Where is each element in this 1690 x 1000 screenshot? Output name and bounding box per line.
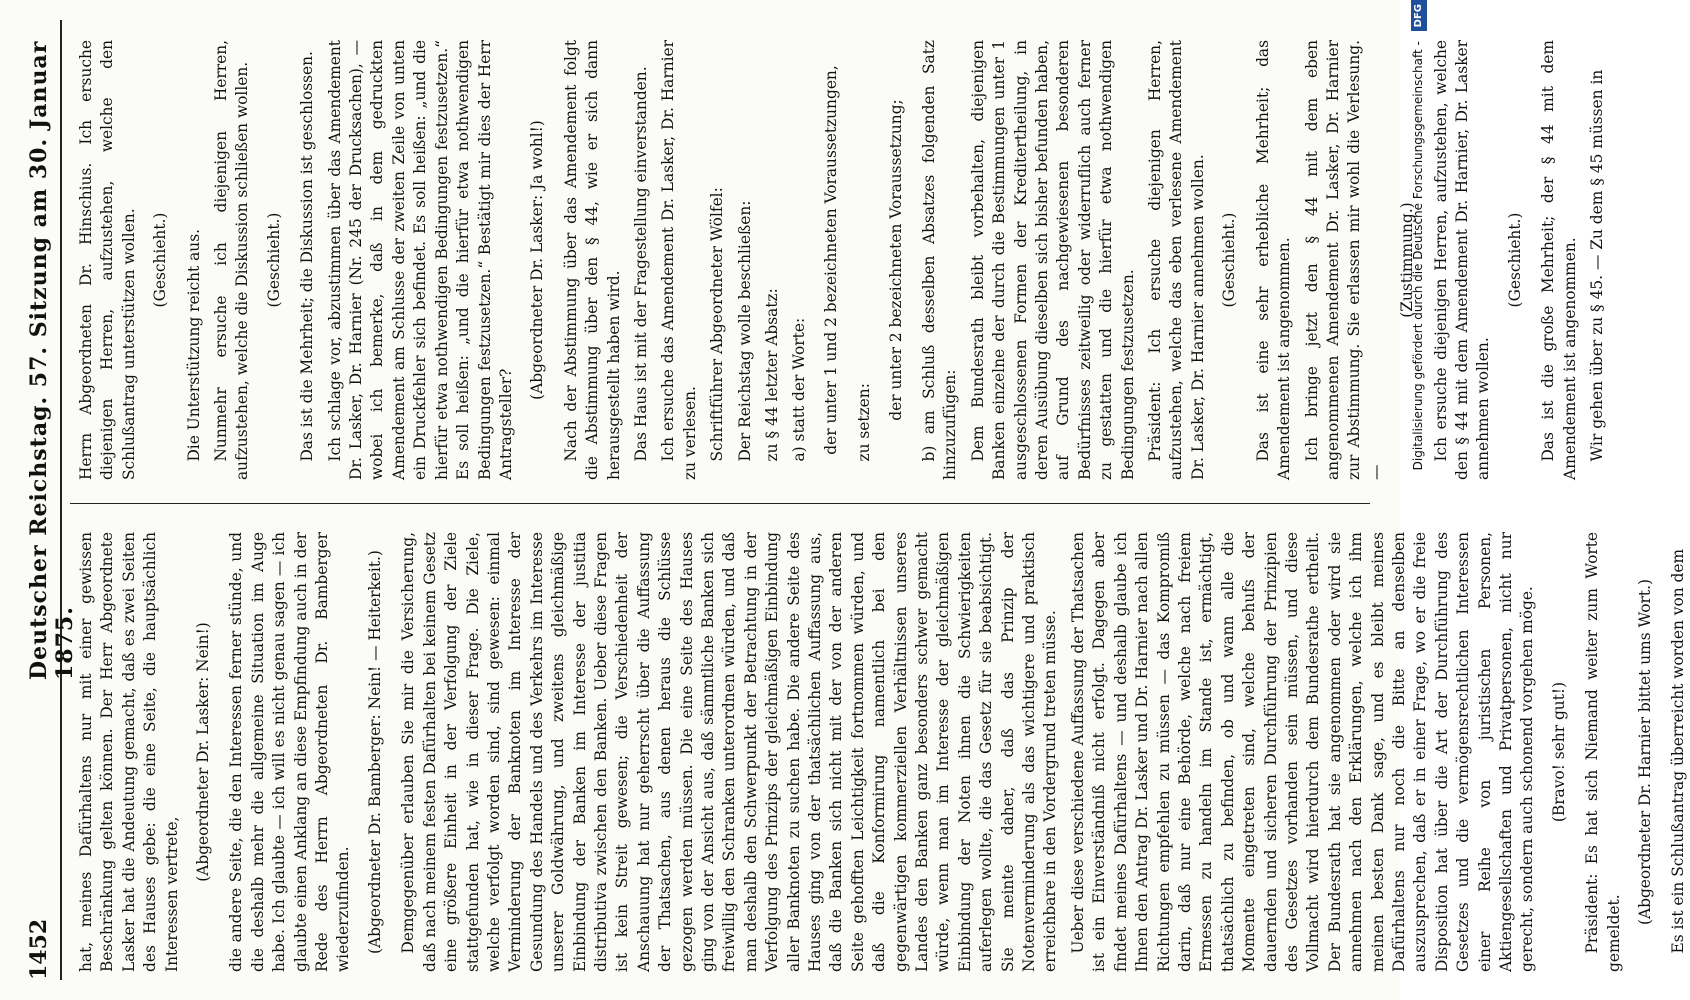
paragraph: Das ist eine sehr erhebliche Mehrheit; das Amendement ist angenommen. <box>1253 40 1294 480</box>
interjection: (Geschieht.) <box>1505 212 1524 308</box>
paragraph: Das ist die Mehrheit; die Diskussion ist geschlossen. <box>298 51 317 462</box>
speaker-paragraph: Präsident: Es hat sich Niemand weiter zum Worte gemeldet. <box>1583 532 1623 972</box>
paragraph: Herrn Abgeordneten Dr. Hinschius. Ich ersuche diejenigen Herren, aufzustehen, welche den Schlußantrag unterstützen wollen. <box>77 40 138 480</box>
motion-item: b) am Schluß desselben Absatzes folgenden Satz hinzuzufügen: <box>920 40 960 480</box>
paragraph: Ueber diese verschiedene Auffassung der Thatsachen ist ein Einverständniß nicht erfolgt. Dagegen aber findet meines Dafürhaltens — und deshalb glaube ich Ihnen den Antrag Dr. Lasker und Dr. Harnier nach allen Richtungen empfehlen zu müssen — das Kompromiß darin, daß nur eine Behörde, welche nach freiem Ermessen zu handeln im Stande ist, ermächtigt, thatsächlich zu befinden, ob und wann alle die Momente eingetreten sind, welche behufs der dauernden und sicheren Durchführung der Prinzipien des Gesetzes vorhanden sein müssen, und diese Vollmacht wird hierdurch dem Bundesrathe ertheilt. Der Bundesrath hat sie angenommen oder wird sie annehmen nach den Erklärungen, welche ich ihm meinen besten Dank sage, und es bleibt meines Dafürhaltens nur noch die Bitte an denselben auszusprechen, daß er in einer Frage, wo er die freie Disposition hat über die Art der Durchführung des Gesetzes und die vermögensrechtlichen Interessen einer Reihe von juristischen Personen, Aktiengesellschaften und Privatpersonen, nicht nur gerecht, sondern auch schonend vorgehen möge. <box>1068 532 1537 972</box>
motion-line: Der Reichstag wolle beschließen: <box>735 200 754 462</box>
paragraph: Die Unterstützung reicht aus. <box>184 229 203 462</box>
speaker-paragraph: Präsident: Ich ersuche diejenigen Herren, aufzustehen, welche das eben verlesene Amendement Dr. Lasker, Dr. Harnier annehmen wollen. <box>1146 40 1207 480</box>
page-header <box>20 20 78 980</box>
motion-line: zu setzen: <box>855 383 874 462</box>
motion-quote: der unter 1 und 2 bezeichneten Voraussetzungen, <box>821 65 840 455</box>
interjection: (Geschieht.) <box>151 212 170 308</box>
digitization-stamp <box>1403 0 1432 1000</box>
motion-quote: Dem Bundesrath bleibt vorbehalten, diejenigen Banken einzelne der durch die Bestimmungen unter 1 ausgeschlossenen Formen der Kreditertheilung, in deren Ausübung dieselben sich bisher befunden haben, auf Grund des nachgewiesenen besonderen Bedürfnisses zeitweilig oder widerruflich auch ferner zu gestatten und die hierfür etwa nothwendigen Bedingungen festzusetzen. <box>968 40 1137 480</box>
interjection: (Bravo! sehr gut!) <box>1549 681 1568 823</box>
interjection: (Abgeordneter Dr. Lasker: Nein!) <box>194 622 213 882</box>
motion-item: a) statt der Worte: <box>790 317 809 462</box>
paragraph: Nunmehr ersuche ich diejenigen Herren, aufzustehen, welche die Diskussion schließen wollen. <box>212 40 252 480</box>
interjection: (Abgeordneter Dr. Bamberger: Nein! — Heiterkeit.) <box>365 550 384 954</box>
paragraph: Ich ersuche das Amendement Dr. Lasker, Dr. Harnier zu verlesen. <box>659 40 699 480</box>
paragraph: Demgegenüber erlauben Sie mir die Versicherung, daß nach meinem festen Dafürhalten bei keinem Gesetz eine größere Einheit in der Verfolgung der Ziele stattgefunden hat, wie in dieser Frage. Die Ziele, welche verfolgt worden sind, sind gewesen: einmal Verminderung der Banknoten im Interesse der Gesundung des Handels und des Verkehrs im Interesse unserer Goldwährung, und zweitens gleichmäßige Einbindung der Banken im Interesse der justitia distributiva zwischen den Banken. Ueber diese Fragen ist kein Streit gewesen; die Verschiedenheit der Anschauung hat nur geherrscht über die Auffassung der Thatsachen, aus denen heraus die Schlüsse gezogen werden müssen. Die eine Seite des Hauses ging von der Ansicht aus, daß sämmtliche Banken sich freiwillig den Schranken unterordnen würden, und daß man deshalb den Schwerpunkt der Betrachtung in der Verfolgung des Prinzips der gleichmäßigen Einbindung aller Banknoten zu suchen habe. Die andere Seite des Hauses ging von der thatsächlichen Auffassung aus, daß die Banken sich nicht mit der von der anderen Seite gehofften Leichtigkeit fortnommen würden, und daß die Konformirung namentlich bei den gegenwärtigen kommerziellen Verhältnissen unseres Landes den Banken ganz besonders schwer gemacht würde, wenn man im Interesse der gleichmäßigen Einbindung der Noten ihnen die Schwierigkeiten auferlegen wollte, die das Gesetz für sie beabsichtigt. Sie meinte daher, daß das Prinzip der Notenverminderung als das wichtigere und praktisch erreichbare in den Vordergrund treten müsse. <box>399 532 1060 972</box>
paragraph: Es ist ein Schlußantrag überreicht worden von dem <box>1669 548 1688 954</box>
paragraph: Ich ersuche diejenigen Herren, aufzustehen, welche den § 44 mit dem Amendement Dr. Harnier, Dr. Lasker annehmen wollen. <box>1431 40 1493 480</box>
paragraph: Nach der Abstimmung über das Amendement folgt die Abstimmung über den § 44, wie er sich dann herausgestellt haben wird. <box>561 40 623 480</box>
interjection: (Zustimmung.) <box>1398 202 1417 318</box>
paragraph: Wir gehen über zu § 45. — Zu dem § 45 müssen in <box>1587 69 1606 462</box>
paragraph: Ich bringe jetzt den § 44 mit dem eben angenommenen Amendement Dr. Lasker, Dr. Harnier zur Abstimmung. Sie erlassen mir wohl die Verlesung. — <box>1302 40 1385 480</box>
interjection: (Abgeordneter Dr. Lasker: Ja wohl!) <box>528 120 547 400</box>
interjection: (Geschieht.) <box>1220 212 1239 308</box>
paragraph: hat, meines Dafürhaltens nur mit einer gewissen Beschränkung gelten können. Der Herr Abgeordnete Lasker hat die Andeutung gemacht, daß es zwei Seiten des Hauses gebe: die eine Seite, die hauptsächlich Interessen vertrete, <box>77 532 181 972</box>
paragraph: Das Haus ist mit der Fragestellung einverstanden. <box>631 66 650 462</box>
stamp-text-block <box>1407 0 1436 1000</box>
left-column <box>76 532 1688 972</box>
motion-line: zu § 44 letzter Absatz: <box>762 288 781 462</box>
interjection: (Abgeordneter Dr. Harnier bittet ums Wort.) <box>1636 579 1655 926</box>
page-title: Deutscher Reichstag. 57. Sitzung am 30. Januar 1875. <box>26 40 78 680</box>
stamp-text: Digitalisierung gefördert durch die Deutsche Forschungsgemeinschaft - <box>1411 41 1425 471</box>
speaker-line: Schriftführer Abgeordneter Wölfel: <box>708 187 727 462</box>
page-number: 1452 <box>26 918 52 980</box>
paragraph: die andere Seite, die den Interessen ferner stünde, und die deshalb mehr die allgemeine Situation im Auge habe. Ich glaubte — ich will es nicht genau sagen — ich glaubte einen Anklang an diese Empfindung auch in der Rede des Herrn Abgeordneten Dr. Bamberger wiederzufinden. <box>227 532 353 972</box>
dfg-logo: DFG <box>1411 0 1427 31</box>
interjection: (Geschieht.) <box>264 212 283 308</box>
paragraph: Ich schlage vor, abzustimmen über das Amendement Dr. Lasker, Dr. Harnier (Nr. 245 der Drucksachen), — wobei ich bemerke, daß in dem gedruckten Amendement am Schlusse der zweiten Zeile von unten ein Druckfehler sich befindet. Es soll heißen: „und die hierfür etwa nothwendigen Bedingungen festzusetzen.“ Es soll heißen: „und die hierfür etwa nothwendigen Bedingungen festzusetzen.“ Bestätigt mir dies der Herr Antragsteller? <box>325 40 515 480</box>
column-divider <box>70 503 1370 504</box>
paragraph: Das ist die große Mehrheit; der § 44 mit dem Amendement ist angenommen. <box>1539 40 1579 480</box>
motion-quote: der unter 2 bezeichneten Voraussetzung; <box>886 99 905 421</box>
